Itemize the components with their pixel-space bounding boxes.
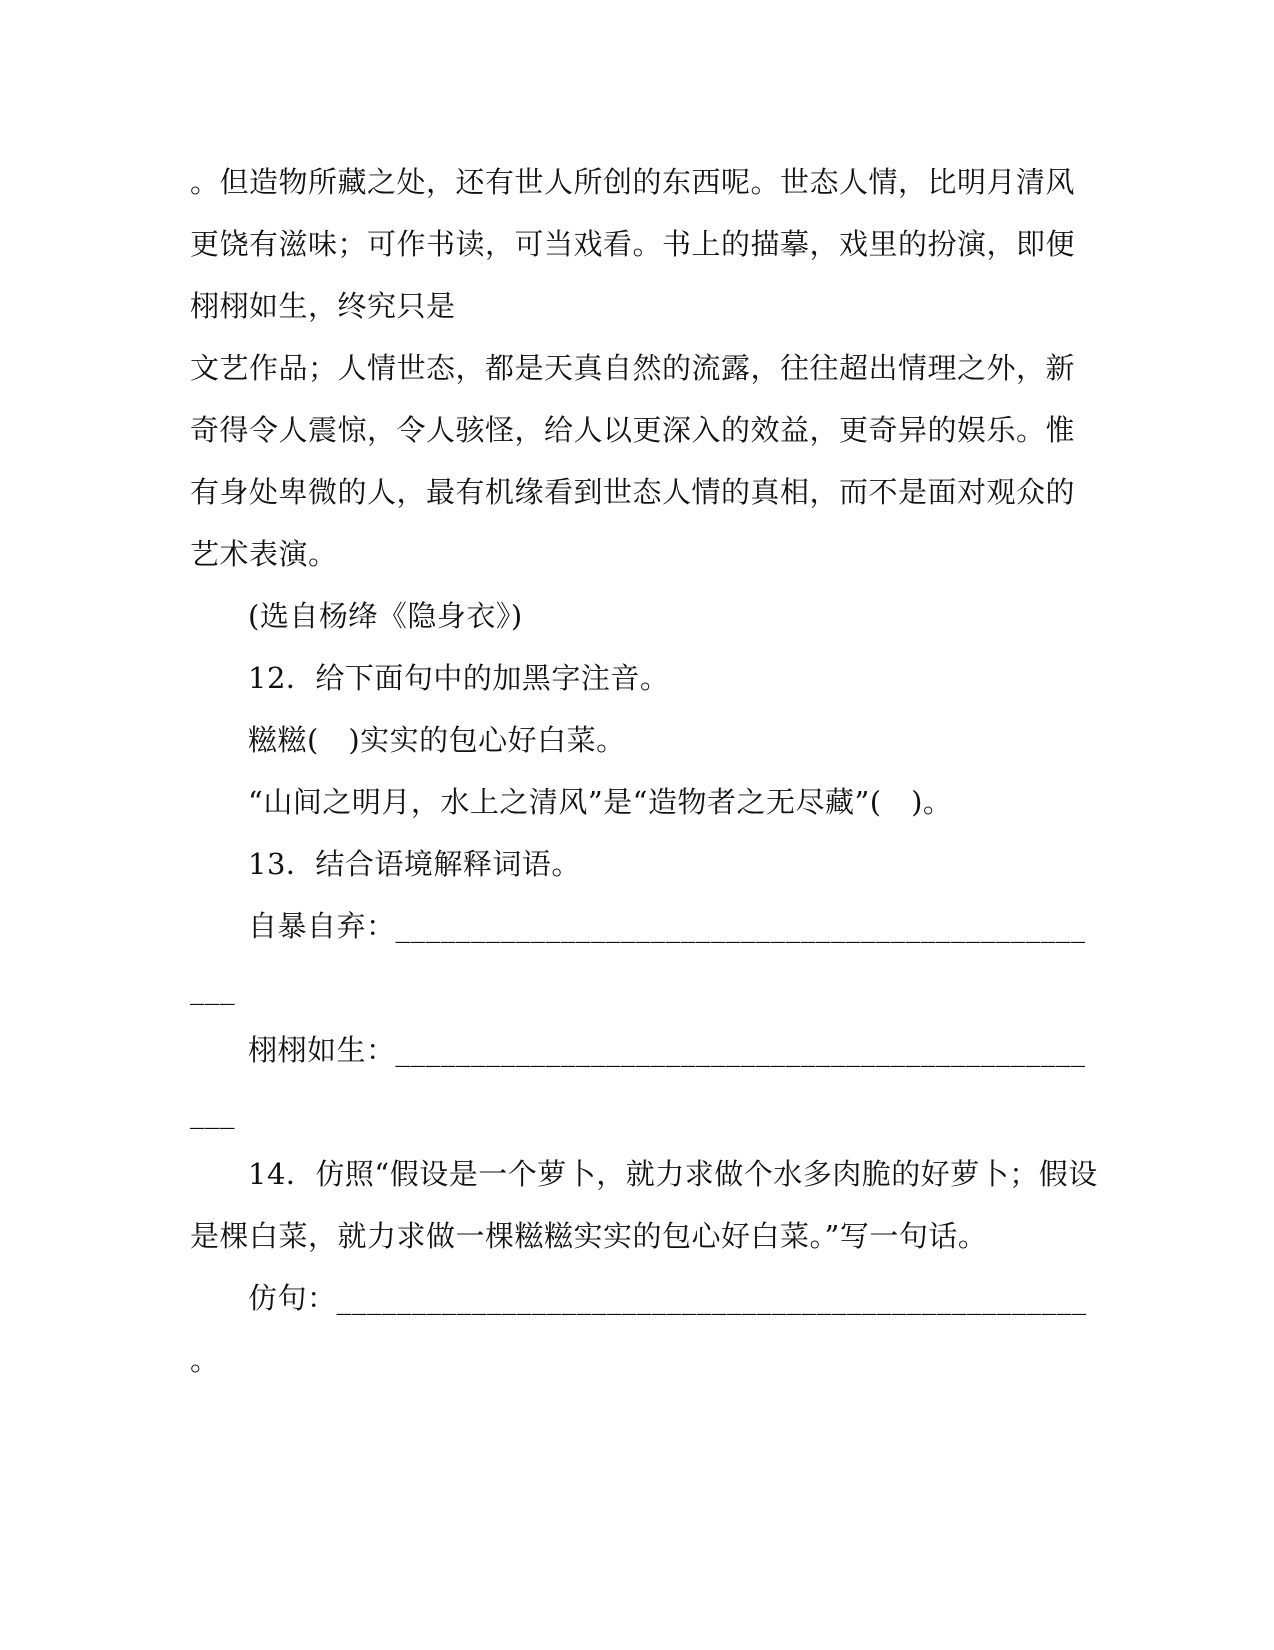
question-13-item-1-cont: ___ [190, 971, 235, 1005]
question-12-item-2: “山间之明月，水上之清风”是“造物者之无尽藏”( )。 [248, 785, 953, 819]
question-14-cont: 是棵白菜，就力求做一棵糍糍实实的包心好白菜。”写一句话。 [190, 1219, 988, 1253]
question-14: 14．仿照“假设是一个萝卜，就力求做个水多肉脆的好萝卜；假设 [248, 1157, 1098, 1191]
source-citation: (选自杨绛《隐身衣》) [248, 599, 523, 633]
passage-line-5: 奇得令人震惊，令人骇怪，给人以更深入的效益，更奇异的娱乐。惟 [190, 413, 1076, 447]
passage-line-1: 。但造物所藏之处，还有世人所创的东西呢。世态人情，比明月清风 [190, 165, 1076, 199]
question-13-item-1: 自暴自弃：______________________________________________ [248, 909, 1086, 943]
question-14-answer-end: 。 [190, 1343, 220, 1377]
passage-line-3: 栩栩如生，终究只是 [190, 289, 456, 323]
question-12: 12．给下面句中的加黑字注音。 [248, 661, 670, 695]
passage-line-7: 艺术表演。 [190, 537, 338, 571]
passage-line-6: 有身处卑微的人，最有机缘看到世态人情的真相，而不是面对观众的 [190, 475, 1076, 509]
passage-line-4: 文艺作品；人情世态，都是天真自然的流露，往往超出情理之外，新 [190, 351, 1076, 385]
question-13-item-2: 栩栩如生：______________________________________________ [248, 1033, 1086, 1067]
question-14-answer: 仿句：__________________________________________________ [248, 1281, 1087, 1315]
passage-line-2: 更饶有滋味；可作书读，可当戏看。书上的描摹，戏里的扮演，即便 [190, 227, 1076, 261]
question-12-item-1: 糍糍( )实实的包心好白菜。 [248, 723, 626, 757]
question-13: 13．结合语境解释词语。 [248, 847, 581, 881]
question-13-item-2-cont: ___ [190, 1095, 235, 1129]
